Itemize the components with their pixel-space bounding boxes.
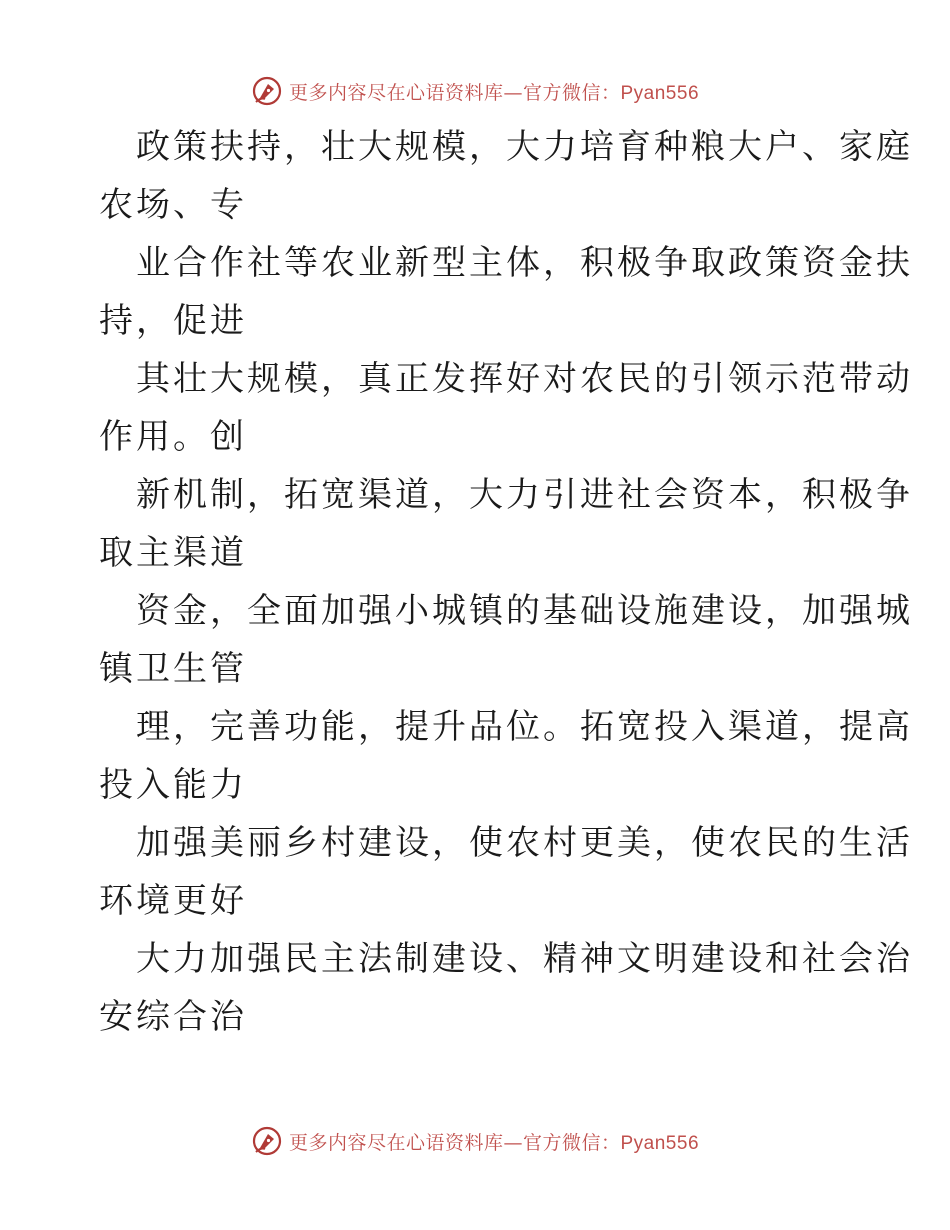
wechat-id: Pyan556 xyxy=(620,82,700,104)
footer-banner-text: 更多内容尽在心语资料库—官方微信：Pyan556 xyxy=(288,1131,700,1154)
paragraph: 资金，全面加强小城镇的基础设施建设，加强城 镇卫生管 xyxy=(99,591,913,689)
header-banner-text: 更多内容尽在心语资料库—官方微信：Pyan556 xyxy=(288,81,700,104)
pen-nib-logo-icon xyxy=(251,75,283,107)
footer-banner xyxy=(0,1121,950,1161)
paragraph: 大力加强民主法制建设、精神文明建设和社会治 安综合治 xyxy=(99,939,913,1037)
paragraph: 理，完善功能，提升品位。拓宽投入渠道，提高 投入能力 xyxy=(99,707,913,805)
paragraph: 政策扶持，壮大规模，大力培育种粮大户、家庭 农场、专 xyxy=(99,127,913,225)
paragraph: 加强美丽乡村建设，使农村更美，使农民的生活 环境更好 xyxy=(99,823,913,921)
paragraph: 其壮大规模，真正发挥好对农民的引领示范带动 作用。创 xyxy=(99,359,913,457)
header-banner xyxy=(0,71,950,111)
paragraph: 业合作社等农业新型主体，积极争取政策资金扶 持，促进 xyxy=(99,243,913,341)
document-body xyxy=(99,118,913,1046)
paragraph: 新机制，拓宽渠道，大力引进社会资本，积极争 取主渠道 xyxy=(99,475,913,573)
wechat-id: Pyan556 xyxy=(620,1132,700,1154)
pen-nib-logo-icon xyxy=(251,1125,283,1157)
